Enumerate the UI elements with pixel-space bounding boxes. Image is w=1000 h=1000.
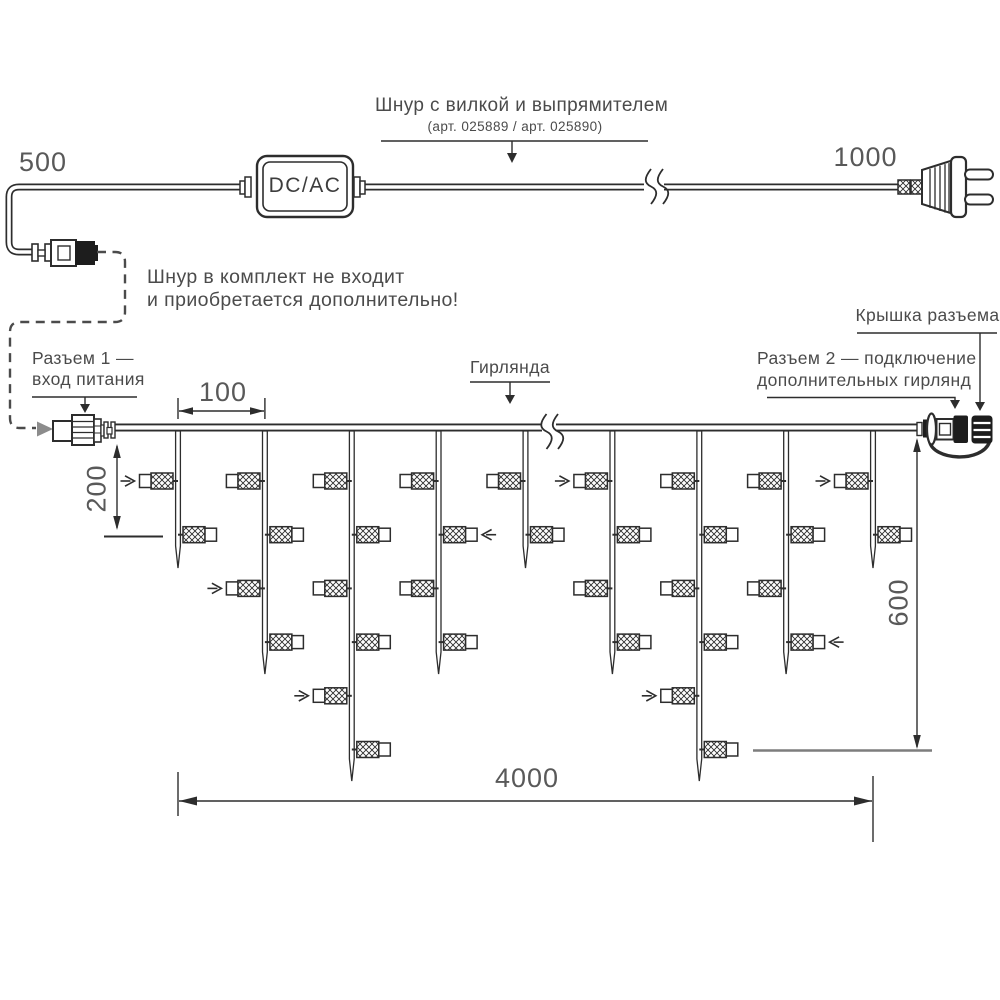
lamp-icon <box>873 527 912 543</box>
garland-drop <box>555 431 651 674</box>
cord-title: Шнур с вилкой и выпрямителем <box>375 95 669 116</box>
flash-arrow-icon <box>555 476 569 486</box>
flash-arrow-icon <box>121 476 135 486</box>
cord-note-line2: и приобретается дополнительно! <box>147 289 459 311</box>
dim-500-label: 500 <box>18 147 68 177</box>
lamp-icon <box>352 742 391 758</box>
lamp-icon <box>786 527 825 543</box>
lamp-icon <box>265 634 304 650</box>
garland-drop <box>748 431 844 674</box>
garland-drop <box>207 431 303 674</box>
dim-4000-label: 4000 <box>494 763 560 793</box>
lamp-icon <box>574 580 613 596</box>
lamp-icon <box>835 473 874 489</box>
garland-label: Гирлянда <box>470 357 550 377</box>
connector2-label-line1: Разъем 2 — подключение <box>757 348 977 368</box>
power-cable <box>9 187 898 252</box>
dim-600-label: 600 <box>883 578 914 627</box>
lamp-icon <box>786 634 825 650</box>
lamp-icon <box>265 527 304 543</box>
power-cord-connector-icon <box>32 240 98 266</box>
lamp-icon <box>226 473 265 489</box>
lamp-icon <box>661 580 700 596</box>
garland-drop <box>487 431 564 568</box>
lamp-icon <box>439 527 478 543</box>
power-plug-icon <box>898 157 993 217</box>
dim-200-label: 200 <box>81 464 112 513</box>
flash-arrow-icon <box>207 583 221 593</box>
lamp-icon <box>661 688 700 704</box>
dim-1000-label: 1000 <box>833 142 898 172</box>
lamp-icon <box>612 634 651 650</box>
connector1-label-line2: вход питания <box>32 369 145 389</box>
garland-drop <box>816 431 912 568</box>
garland-drop <box>642 431 738 781</box>
lamp-icon <box>352 634 391 650</box>
lamp-icon <box>439 634 478 650</box>
dimension-200 <box>104 444 163 537</box>
garland-connector-1-icon <box>53 415 115 445</box>
dim-100-label: 100 <box>198 377 248 407</box>
lamp-icon <box>313 688 352 704</box>
connector-cap-icon <box>972 416 993 444</box>
cord-subtitle: (арт. 025889 / арт. 025890) <box>427 119 603 134</box>
lamp-icon <box>661 473 700 489</box>
lamp-icon <box>352 527 391 543</box>
cord-title-leader <box>381 141 648 163</box>
cord-note-line1: Шнур в комплект не входит <box>147 266 405 288</box>
cap-label: Крышка разъема <box>855 305 1000 325</box>
lamp-icon <box>313 580 352 596</box>
connector2-label-line2: дополнительных гирлянд <box>757 370 972 390</box>
lamp-icon <box>612 527 651 543</box>
garland-label-leader <box>470 382 550 404</box>
lamp-icon <box>140 473 179 489</box>
lamp-icon <box>574 473 613 489</box>
flash-arrow-icon <box>830 637 844 647</box>
garland-drop <box>294 431 390 781</box>
drops-layer <box>121 431 912 781</box>
lamp-icon <box>178 527 217 543</box>
lamp-icon <box>526 527 565 543</box>
lamp-icon <box>400 580 439 596</box>
connector2-label-leader <box>767 398 960 410</box>
lamp-icon <box>699 742 738 758</box>
garland-drop <box>400 431 496 674</box>
flash-arrow-icon <box>816 476 830 486</box>
dashed-connection-leader <box>10 252 125 437</box>
lamp-icon <box>748 580 787 596</box>
dcac-label: DC/AC <box>268 174 342 197</box>
connector1-label-line1: Разъем 1 — <box>32 348 134 368</box>
flash-arrow-icon <box>642 691 656 701</box>
lamp-icon <box>699 634 738 650</box>
lamp-icon <box>226 580 265 596</box>
garland-drop <box>121 431 217 568</box>
connector1-label-leader <box>32 397 137 413</box>
flash-arrow-icon <box>294 691 308 701</box>
flash-arrow-icon <box>482 530 496 540</box>
lamp-icon <box>313 473 352 489</box>
lamp-icon <box>748 473 787 489</box>
lamp-icon <box>400 473 439 489</box>
lamp-icon <box>699 527 738 543</box>
lamp-icon <box>487 473 526 489</box>
